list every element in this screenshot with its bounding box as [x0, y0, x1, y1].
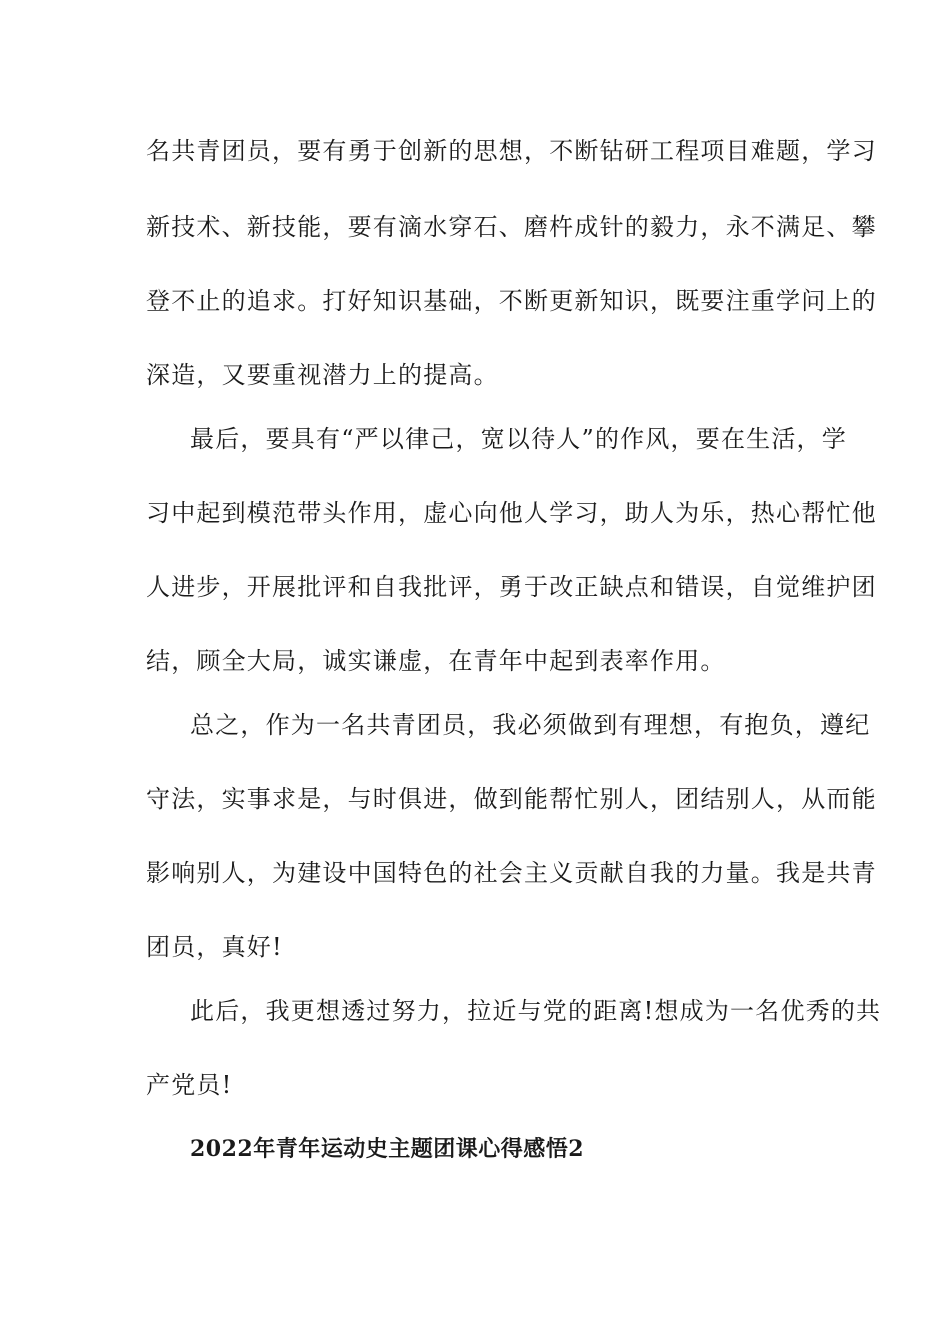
paragraph-line: 此后，我更想透过努力，拉近与党的距离!想成为一名优秀的共 — [190, 997, 882, 1025]
paragraph-line: 深造，又要重视潜力上的提高。 — [146, 361, 499, 389]
paragraph-line: 最后，要具有“严以律己，宽以待人”的作风，要在生活，学 — [190, 425, 847, 453]
paragraph-line: 影响别人，为建设中国特色的社会主义贡献自我的力量。我是共青 — [146, 859, 877, 887]
paragraph-line: 团员，真好! — [146, 933, 283, 961]
paragraph-line: 结，顾全大局，诚实谦虚，在青年中起到表率作用。 — [146, 647, 726, 675]
paragraph-line: 名共青团员，要有勇于创新的思想，不断钻研工程项目难题，学习 — [146, 137, 877, 165]
section-heading: 2022年青年运动史主题团课心得感悟2 — [190, 1136, 585, 1162]
paragraph-line: 总之，作为一名共青团员，我必须做到有理想，有抱负，遵纪 — [190, 711, 871, 739]
paragraph-line: 产党员! — [146, 1071, 233, 1099]
paragraph-line: 登不止的追求。打好知识基础，不断更新知识，既要注重学问上的 — [146, 287, 877, 315]
paragraph-line: 习中起到模范带头作用，虚心向他人学习，助人为乐，热心帮忙他 — [146, 499, 877, 527]
paragraph-line: 新技术、新技能，要有滴水穿石、磨杵成针的毅力，永不满足、攀 — [146, 213, 877, 241]
paragraph-line: 人进步，开展批评和自我批评，勇于改正缺点和错误，自觉维护团 — [146, 573, 877, 601]
paragraph-line: 守法，实事求是，与时俱进，做到能帮忙别人，团结别人，从而能 — [146, 785, 877, 813]
